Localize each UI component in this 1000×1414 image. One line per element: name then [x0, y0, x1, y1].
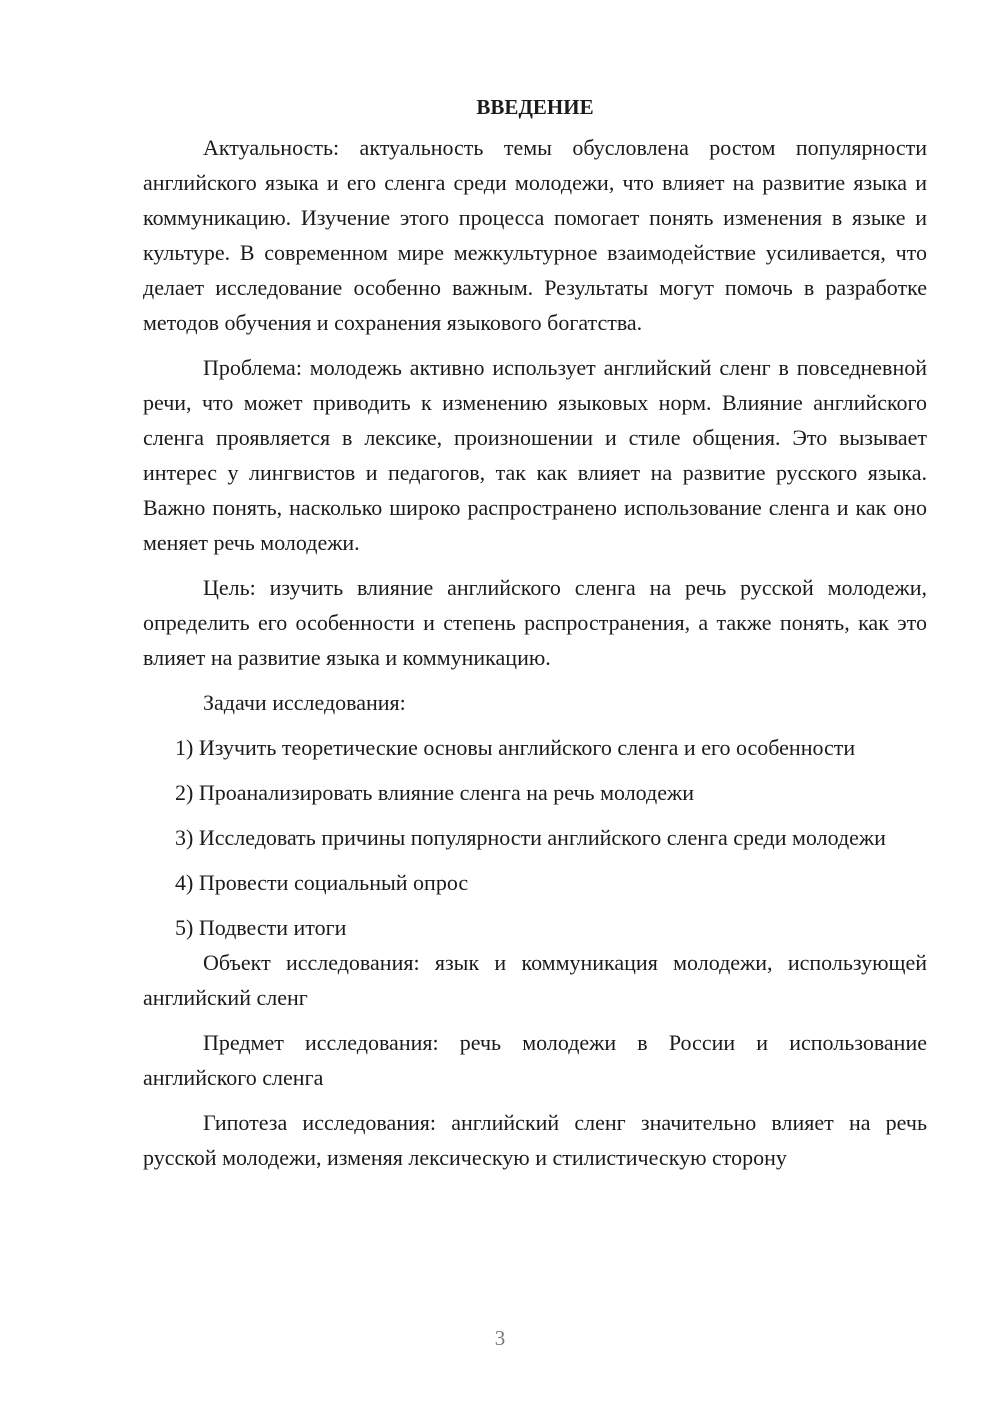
relevance-paragraph: Актуальность: актуальность темы обусловлена ростом популярности английского языка и его сленга среди молодежи, что влияет на развитие языка и коммуникацию. Изучение этого процесса помогает понять изменения в языке и культуре. В современном мире межкультурное взаимодействие усиливается, что делает исследование особенно важным. Результаты могут помочь в разработке методов обучения и сохранения языкового богатства.	[143, 135, 927, 335]
task-item-1: 1) Изучить теоретические основы английского сленга и его особенности	[175, 735, 856, 760]
section-title: ВВЕДЕНИЕ	[476, 95, 594, 119]
task-item-2: 2) Проанализировать влияние сленга на речь молодежи	[175, 780, 694, 805]
page-number: 3	[494, 1326, 506, 1350]
subject-paragraph: Предмет исследования: речь молодежи в России и использование английского сленга	[143, 1030, 927, 1090]
goal-paragraph: Цель: изучить влияние английского сленга на речь русской молодежи, определить его особенности и степень распространения, а также понять, как это влияет на развитие языка и коммуникацию.	[143, 575, 927, 670]
task-item-3: 3) Исследовать причины популярности английского сленга среди молодежи	[175, 825, 886, 850]
task-item-4: 4) Провести социальный опрос	[175, 870, 469, 895]
document-page	[143, 90, 927, 1185]
problem-paragraph: Проблема: молодежь активно использует английский сленг в повседневной речи, что может приводить к изменению языковых норм. Влияние английского сленга проявляется в лексике, произношении и стиле общения. Это вызывает интерес у лингвистов и педагогов, так как влияет на развитие русского языка. Важно понять, насколько широко распространено использование сленга и как оно меняет речь молодежи.	[143, 355, 927, 555]
task-item-5: 5) Подвести итоги	[175, 915, 347, 940]
object-paragraph: Объект исследования: язык и коммуникация молодежи, использующей английский сленг	[143, 950, 927, 1010]
tasks-heading: Задачи исследования:	[203, 690, 406, 715]
hypothesis-paragraph: Гипотеза исследования: английский сленг значительно влияет на речь русской молодежи, изменяя лексическую и стилистическую сторону	[143, 1110, 927, 1170]
